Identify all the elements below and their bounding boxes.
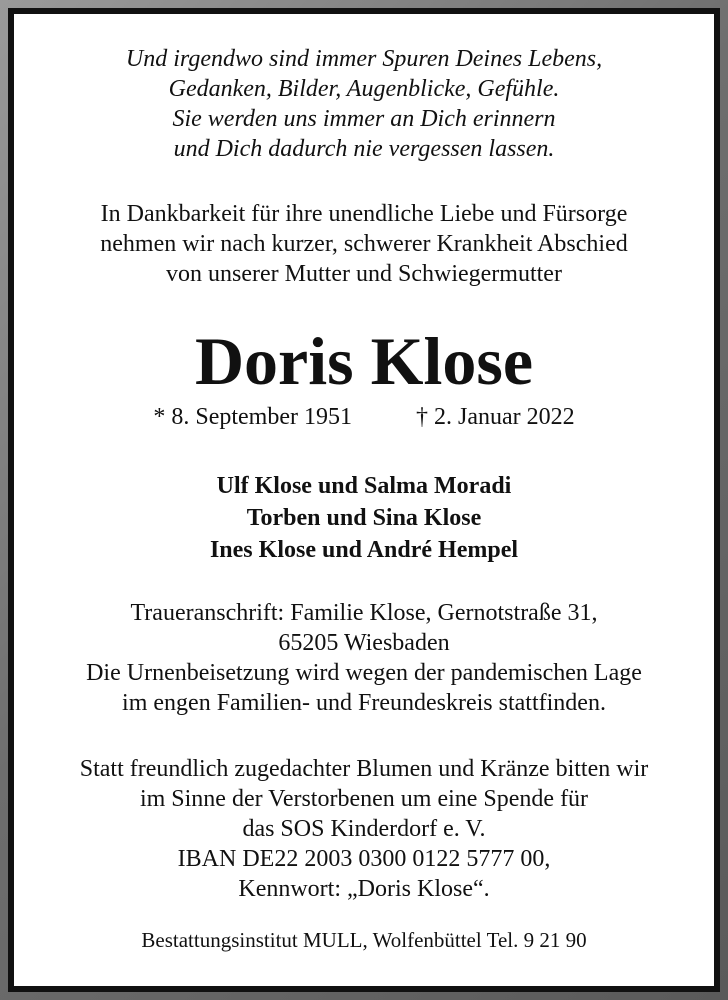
address-line: im engen Familien- und Freundeskreis stattfinden.	[122, 690, 606, 716]
obituary-notice	[14, 14, 714, 986]
intro-text	[14, 199, 714, 289]
donation-line: das SOS Kinderdorf e. V.	[242, 816, 486, 842]
deceased-name: Doris Klose	[194, 323, 534, 399]
poem-line: Gedanken, Bilder, Augenblicke, Gefühle.	[168, 76, 560, 102]
donation-line: im Sinne der Verstorbenen um eine Spende für	[139, 786, 589, 812]
poem-line: und Dich dadurch nie vergessen lassen.	[173, 136, 555, 162]
intro-line: nehmen wir nach kurzer, schwerer Krankheit Abschied	[100, 231, 628, 257]
address-line: 65205 Wiesbaden	[278, 630, 450, 656]
address-line: Die Urnenbeisetzung wird wegen der pandemischen Lage	[86, 660, 642, 686]
mourner-name: Torben und Sina Klose	[246, 505, 482, 531]
mourners-list	[14, 470, 714, 566]
donation-line: Statt freundlich zugedachter Blumen und Kränze bitten wir	[79, 756, 649, 782]
donation-line: IBAN DE22 2003 0300 0122 5777 00,	[177, 846, 551, 872]
notice-frame	[8, 8, 720, 992]
mourner-name: Ulf Klose und Salma Moradi	[216, 473, 512, 499]
poem-line: Und irgendwo sind immer Spuren Deines Lebens,	[125, 46, 603, 72]
birth-date: * 8. September 1951	[153, 404, 352, 430]
donation-request	[14, 754, 714, 904]
poem-line: Sie werden uns immer an Dich erinnern	[172, 106, 556, 132]
mourning-address	[14, 598, 714, 718]
intro-line: von unserer Mutter und Schwiegermutter	[166, 261, 562, 287]
mourner-name: Ines Klose und André Hempel	[209, 537, 519, 563]
intro-line: In Dankbarkeit für ihre unendliche Liebe und Fürsorge	[100, 201, 628, 227]
poem	[14, 44, 714, 164]
death-date: † 2. Januar 2022	[416, 404, 575, 430]
life-dates	[14, 402, 714, 432]
address-line: Traueranschrift: Familie Klose, Gernotstraße 31,	[130, 600, 598, 626]
funeral-home-line: Bestattungsinstitut MULL, Wolfenbüttel Tel. 9 21 90	[141, 928, 587, 952]
donation-line: Kennwort: „Doris Klose“.	[238, 876, 490, 902]
